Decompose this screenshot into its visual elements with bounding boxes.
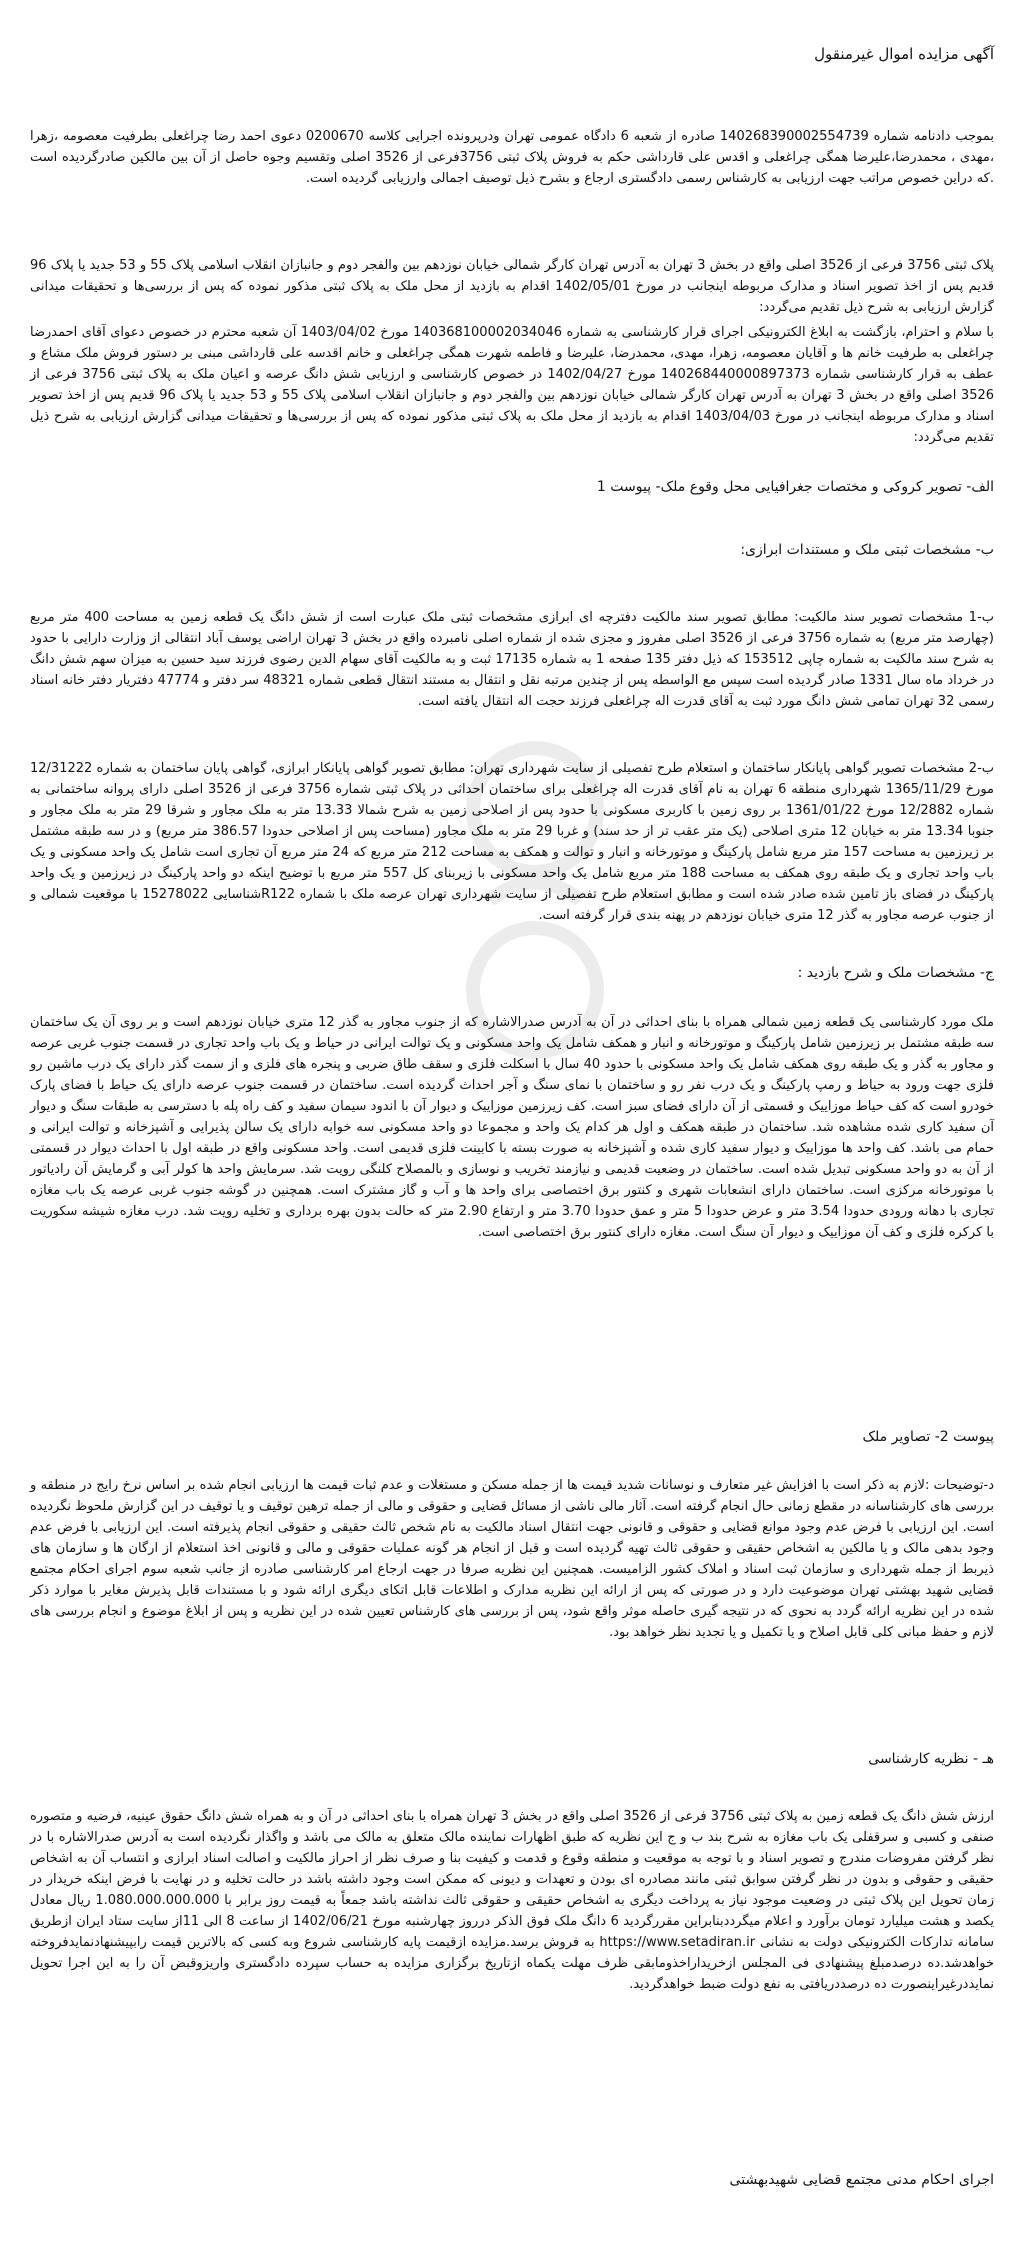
jim-paragraph: ملک مورد کارشناسی یک قطعه زمین شمالی همراه با بنای احداثی در آن به آدرس صدرالاشاره که از جنوب مجاور به گذر 12 متری خیابان نوزدهم است و بر روی آن یک ساختمان سه طبقه مشتمل بر زیرزمین شامل پارکینگ و موتورخانه و انبار و همکف شامل یک واحد مسکونی و یک توالت ایرانی در حیاط و یک باب واحد تجاری در قسمت جنوب غربی عرصه و مجاور به گذر و یک طبقه روی همکف شامل یک واحد مسکونی با حدود 40 سال با اسکلت فلزی و سقف طاق ضربی و پنجره های فلزی و از سمت گذر دارای یک درب ماشین رو فلزی جهت ورود به حیاط و رمپ پارکینگ و یک درب نفر رو و ساختمان با نمای سنگ و آجر احداث گردیده است. ساختمان در قسمت جنوب عرصه دارای یک حیاط با فضای پارک خودرو است که کف حیاط موزاییک و قسمتی از آن دارای فضای سبز است. کف زیرزمین موزاییک و دیوار آن با اندود سیمان سفید و کف راه پله با دسترسی به طبقات سنگ و دیوار آن سفید کاری شده مشاهده شد. ساختمان در طبقه همکف و اول هر کدام یک واحد و مجموعا دو واحد مسکونی سه خوابه دارای یک سالن پذیرایی و آشپزخانه و توالت ایرانی و حمام می باشد. کف واحد ها موزاییک و دیوار سفید کاری شده و آشپزخانه به صورت بسته با کابینت فلزی قدیمی است. واحد مسکونی واقع در طبقه اول با احداث دیوار در قسمتی از آن به دو واحد مسکونی تبدیل شده است. ساختمان در وضعیت قدیمی و نیازمند تخریب و نوسازی و بالمصلاح کلنگی رویت شد. سرمایش واحد ها کولر آبی و گرمایش آن رادیاتور با موتورخانه مرکزی است. ساختمان دارای انشعابات شهری و کنتور برق اختصاصی برای واحد ها و آب و گاز مشترک است. همچنین در گوشه جنوب غربی عرصه یک باب مغازه تجاری با دهانه ورودی حدودا 3.54 متر و عرض حدودا 5 متر و عمق حدودا 3.70 متر و ارتفاع 2.90 متر که حالت بدون بهره برداری و تخلیه رویت شد. درب مغازه شیشه سکوریت با کرکره فلزی و کف آن موزاییک و دیوار آن سنگ است. مغازه دارای کنتور برق اختصاصی است. — [30, 1015, 994, 1240]
be2-paragraph: ب-2 مشخصات تصویر گواهی پایانکار ساختمان و استعلام طرح تفصیلی از سایت شهرداری تهران: مطابق تصویر گواهی پایانکار ابرازی، گواهی پایان ساختمان به شماره 12/31222 مورخ 1365/11/29 شهرداری منطقه 6 تهران به نام آقای قدرت اله چراغعلی برای ساختمان احداثی در پلاک ثبتی شماره 3756 فرعی از 3526 اصلی دارای پروانه ساختمانی به شماره 12/2882 مورخ 1361/01/22 بر روی زمین با کاربری مسکونی با حدود پس از اصلاحی زمین به شرح شمالا 13.33 متر به ملک مجاور و شرقا 29 متر به ملک مجاور و جنوبا 13.34 متر به خیابان 12 متری اصلاحی (یک متر عقب تر از حد سند) و غربا 29 متر به ملک مجاور (مساحت پس از اصلاحی حدودا 386.57 متر مربع) و در سه طبقه مشتمل بر زیرزمین به مساحت 157 متر مربع شامل پارکینگ و موتورخانه و انبار و توالت و همکف به مساحت 212 متر مربع که 24 متر مربع آن تجاری است شامل یک واحد مسکونی و یک باب واحد تجاری و یک طبقه روی همکف به مساحت 188 متر مربع شامل یک واحد مسکونی با زیربنای کل 557 متر مربع با توضیح اینکه دو واحد پارکینگ در زیرزمین و یک واحد پارکینگ در فضای باز تامین شده صادر شده است و مطابق استعلام طرح تفصیلی از سایت شهرداری تهران عرصه ملک با شماره R122شناسایی 15278022 با موقعیت شمالی و از جنوب عرصه مجاور به گذر 12 متری خیابان نوزدهم در پهنه بندی قرار گرفته است. — [30, 761, 995, 923]
dal-paragraph: د-توضیحات :لازم به ذکر است با افزایش غیر متعارف و نوسانات شدید قیمت ها از جمله مسکن و مستغلات و عدم ثبات قیمت ها ارزیابی انجام شده بر اساس نرخ رایج در منطقه و بررسی های کارشناسانه در مقطع زمانی حال انجام گرفته است. آثار مالی ناشی از مسائل قضایی و حقوقی و مالی از جمله ترهین توقیف و یا توقیف در این گزارش ملحوظ نگردیده است. این ارزیابی با فرض عدم وجود موانع قضایی و حقوقی و قانونی جهت انتقال اسناد مالکیت به نام شخص ثالث حقیقی و حقوقی انجام پذیرفته است. این ارزیابی با فرض عدم وجود بدهی مالک و یا مالکین به اشخاص حقیقی و حقوقی ثالث تهیه گردیده است و قبل از انجام هر گونه عملیات حقوقی و مالی و قانونی اخذ استعلام از ارگان ها و سازمان های ذیربط از جمله شهرداری و سازمان ثبت اسناد و املاک کشور الزامیست. همچنین این نظریه صرفا در جهت ارجاع امر کارشناسی صادره از جانب شعبه سوم اجرای احکام مجتمع قضایی شهید بهشتی تهران موضوعیت دارد و در صورتی که پس از ارائه این نظریه مدارک و اطلاعات قابل اتکای دیگری ارائه شود و با مستندات قابل پذیرش مغایر با موارد ذکر شده در این نظریه ارائه گردد به نحوی که در نتیجه گیری حاصله موثر واقع شود، پس از بررسی های کارشناس تعیین شده در این نظریه و پس از ابلاغ موضوع و انجام بررسی های لازم و حفظ مبانی کلی قابل اصلاح و یا تکمیل و یا تجدید نظر خواهد بود. — [30, 1478, 994, 1640]
section-jim-heading: ج- مشخصات ملک و شرح بازدید : — [797, 965, 994, 981]
he-paragraph: ارزش شش دانگ یک قطعه زمین به پلاک ثبتی 3756 فرعی از 3526 اصلی واقع در بخش 3 تهران همراه با بنای احداثی در آن و به همراه شش دانگ حقوق عینیه، فرضیه و متصوره صنفی و کسبی و سرقفلی یک باب مغازه به شرح بند ب و ج این نظریه که طبق اظهارات نماینده مالک متعلق به مالک می باشد و واگذار نگردیده است به آدرس صدرالاشاره با در نظر گرفتن مفروضات مندرج و تصویر اسناد و با توجه به موقعیت و منطقه وقوع و قدمت و کیفیت بنا و صرف نظر از احراز مالکیت و اصالت اسناد ابرازی و انتساب آن به اشخاص حقیقی و حقوقی و بدون در نظر گرفتن سوابق ثبتی مانند مصادره ای بودن و تعهدات و دیونی که ممکن است وجود داشته باشد در حالت تخلیه و در نهایت با فرض اینکه خریدار در زمان تحویل این پلاک ثبتی در وضعیت موجود نیاز به پرداخت دیگری به اشخاص حقیقی و حقوقی ثالث نداشته باشد جمعاً به قیمت روز برابر با 1.080.000.000.000 ریال معادل یکصد و هشت میلیارد تومان برآورد و اعلام میگرددبنابراین مقررگردید 6 دانگ ملک فوق الذکر درروز چهارشنبه مورخ 1402/06/21 از ساعت 8 الی 11از سایت ستاد ایران ازطریق سامانه تدارکات الکترونیکی دولت به نشانی https://www.setadiran.ir به فروش برسد.مزایده ازقیمت پایه کارشناسی شروع وبه کسی که بالاترین قیمت رابپیشنهادنمایدفروخته خواهدشد.ده درصدمبلغ پیشنهادی فی المجلس ازخریداراخذومابقی ظرف مهلت یکماه ازتاریخ برگزاری مزایده به حساب سپرده دادگستری واریزوقبض آن را به این اجرا تحویل نمایددرغیراینصورت ده درصددریافتی به نفع دولت ضبط خواهدگردید. — [30, 1809, 995, 1992]
notice-title: آگهی مزایده اموال غیرمنقول — [814, 45, 994, 63]
plaque-paragraph: پلاک ثبتی 3756 فرعی از 3526 اصلی واقع در بخش 3 تهران به آدرس تهران کارگر شمالی خیابان نوزدهم بین والفجر دوم و جانبازان انقلاب اسلامی پلاک 55 و 53 جدید یا پلاک 96 قدیم پس از اخذ تصویر اسناد و مدارک مربوطه اینجانب در مورخ 1402/05/01 اقدام به بازدید از محل ملک به پلاک ثبتی مذکور نموده که پس از بررسی‌ها و تحقیقات میدانی گزارش ارزیابی به شرح ذیل تقدیم می‌گردد: — [30, 258, 995, 315]
appendix-2-heading: پیوست 2- تصاویر ملک — [862, 1429, 994, 1445]
intro-paragraph: بموجب دادنامه شماره 140268390002554739 صادره از شعبه 6 دادگاه عمومی تهران ودرپرونده اجرایی کلاسه 0200670 دعوی احمد رضا چراغعلی بطرفیت معصومه ،زهرا ،مهدی ، محمدرضا،علیرضا همگی چراغعلی و اقدس علی قارداشی حکم به فروش پلاک ثبتی 3756فرعی از 3526 اصلی وتقسیم وجوه حاصل از آن بین مالکین صادرگردیده است .که دراین خصوص مراتب جهت ارزیابی به کارشناس رسمی دادگستری ارجاع و بشرح ذیل توصیف اجمالی وارزیابی گردیده است. — [30, 129, 995, 186]
document-page — [30, 0, 994, 2265]
be1-paragraph: ب-1 مشخصات تصویر سند مالکیت: مطابق تصویر سند مالکیت دفترچه ای ابرازی مشخصات ثبتی ملک عبارت است از شش دانگ یک قطعه زمین به مساحت 400 متر مربع (چهارصد متر مربع) به شماره 3756 فرعی از 3526 اصلی مفروز و مجزی شده از شماره اصلی نامبرده واقع در بخش 3 تهران اراضی یوسف آباد انتقالی از وزارت دارایی با حدود به شرح سند مالکیت به شماره چاپی 153512 که ذیل دفتر 135 صفحه 1 به شماره 17135 ثبت و به مالکیت آقای سهام الدین رضوی فرزند سید حسین به میزان سهم شش دانگ در خرداد ماه سال 1331 صادر گردیده است سپس مع الواسطه پس از چندین مرتبه نقل و انتقال به مستند انتقال قطعی شماره 48321 سر دفتر و 47774 دفتریار دفتر خانه اسناد رسمی 32 تهران تمامی شش دانگ مورد ثبت به آقای قدرت اله چراغعلی فرزند حجت اله انتقال یافته است. — [30, 610, 995, 709]
section-he-heading: هـ - نظریه کارشناسی — [868, 1751, 994, 1767]
footer-signature: اجرای احکام مدنی مجتمع قضایی شهیدبهشتی — [729, 2172, 994, 2188]
section-be-heading: ب- مشخصات ثبتی ملک و مستندات ابرازی: — [740, 542, 994, 558]
section-alef-heading: الف- تصویر کروکی و مختصات جغرافیایی محل وقوع ملک- پیوست 1 — [596, 479, 994, 495]
greeting-paragraph: با سلام و احترام، بازگشت به ابلاغ الکترونیکی اجرای قرار کارشناسی به شماره 140368100002034046 مورخ 1403/04/02 آن شعبه محترم در خصوص دعوای آقای احمدرضا چراغعلی به طرفیت خانم ها و آقایان معصومه، زهرا، مهدی، محمدرضا، علیرضا و فاطمه شهرت همگی چراغعلی و خانم اقدسه علی قارداشی مبنی بر دستور فروش ملک مشاع و عطف به قرار کارشناسی شماره 140268440000897373 مورخ 1402/04/27 در خصوص کارشناسی و ارزیابی شش دانگ عرصه و اعیان ملک به پلاک ثبتی 3756 فرعی از 3526 اصلی واقع در بخش 3 تهران به آدرس تهران کارگر شمالی خیابان نوزدهم بین والفجر دوم و جانبازان انقلاب اسلامی پلاک 55 و 53 جدید یا پلاک 96 قدیم پس از اخذ تصویر اسناد و مدارک مربوطه اینجانب در مورخ 1403/04/03 اقدام به بازدید از محل ملک به پلاک ثبتی مذکور نموده که پس از بررسی‌ها و تحقیقات میدانی گزارش ارزیابی به شرح ذیل تقدیم می‌گردد: — [30, 325, 995, 445]
